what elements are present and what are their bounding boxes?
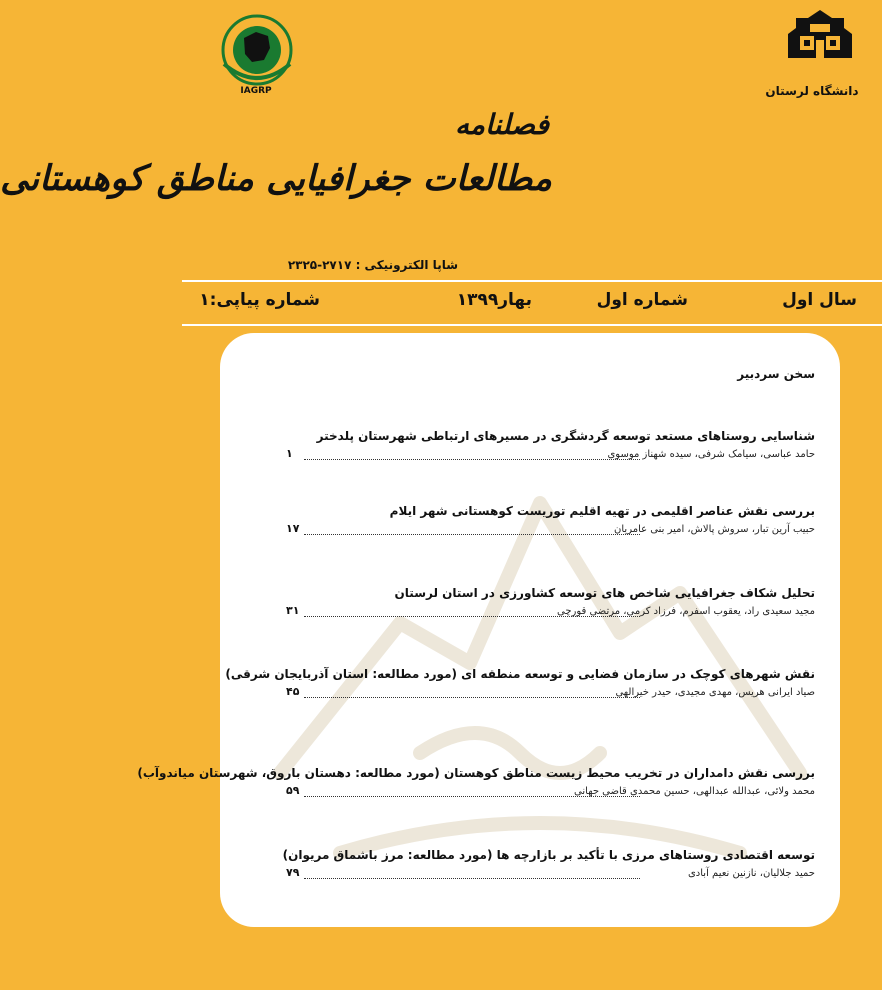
mountain-watermark <box>220 333 840 927</box>
university-logo <box>770 8 870 68</box>
article-authors: محمد ولائی، عبدالله عبدالهی، حسین محمدی قاضی جهانی <box>574 786 815 797</box>
article-page: ۴۵ <box>286 685 300 698</box>
article-authors: حمید جلالیان، نازنین نعیم آبادی <box>687 868 815 879</box>
article-title[interactable]: توسعه اقتصادی روستاهای مرزی با تأکید بر بازارچه ها (مورد مطالعه: مرز باشماق مریوان) <box>282 848 815 862</box>
article-page: ۳۱ <box>286 604 300 617</box>
article-page: ۵۹ <box>286 784 300 797</box>
association-abbreviation: IAGRP <box>240 86 272 96</box>
article-authors: صیاد ایرانی هریس، مهدی مجیدی، حیدر خیرالهی <box>615 687 815 698</box>
volume-year: سال اول <box>782 290 857 310</box>
journal-label: فصلنامه <box>455 108 549 141</box>
dot-leader <box>304 697 640 698</box>
article-authors: مجید سعیدی راد، یعقوب اسفرم، فرزاد کرمی، مرتضی قورچی <box>556 606 815 617</box>
article-page: ۱۷ <box>286 522 300 535</box>
dot-leader <box>304 534 640 535</box>
dot-leader <box>304 796 640 797</box>
contents-panel <box>137 333 840 927</box>
journal-title: مطالعات جغرافیایی مناطق کوهستانی <box>0 158 552 199</box>
dot-leader <box>304 616 640 617</box>
issue-season: بهار۱۳۹۹ <box>456 290 532 310</box>
dot-leader <box>304 459 640 460</box>
article-page: ۱ <box>286 447 293 460</box>
university-name: دانشگاه لرستان <box>765 84 859 98</box>
issue-number: شماره اول <box>596 290 688 310</box>
article-title[interactable]: بررسی نقش دامداران در تخریب محیط زیست مناطق کوهستان (مورد مطالعه: دهستان باروق، شهرستان میاندوآب) <box>137 766 815 780</box>
dot-leader <box>304 878 640 879</box>
issn: شاپا الکترونیکی : ۲۷۱۷-۲۳۲۵ <box>287 258 458 272</box>
serial-number: شماره پیاپی:۱ <box>199 290 320 310</box>
article-title[interactable]: تحلیل شکاف جغرافیایی شاخص های توسعه کشاورزی در استان لرستان <box>394 586 815 600</box>
article-title[interactable]: بررسی نقش عناصر اقلیمی در تهیه اقلیم توریست کوهستانی شهر ایلام <box>389 504 815 518</box>
article-authors: حامد عباسی، سیامک شرفی، سیده شهناز موسوی <box>607 449 815 460</box>
article-authors: حبیب آرین تبار، سروش پالاش، امیر بنی عامریان <box>614 524 815 535</box>
editorial-heading[interactable]: سخن سردبیر <box>737 367 815 381</box>
association-logo <box>212 8 302 96</box>
article-page: ۷۹ <box>286 866 300 879</box>
article-title[interactable]: شناسایی روستاهای مستعد توسعه گردشگری در مسیرهای ارتباطی شهرستان پلدختر <box>316 429 815 443</box>
article-title[interactable]: نقش شهرهای کوچک در سازمان فضایی و توسعه منطقه ای (مورد مطالعه: استان آذربایجان شرقی) <box>225 667 815 681</box>
